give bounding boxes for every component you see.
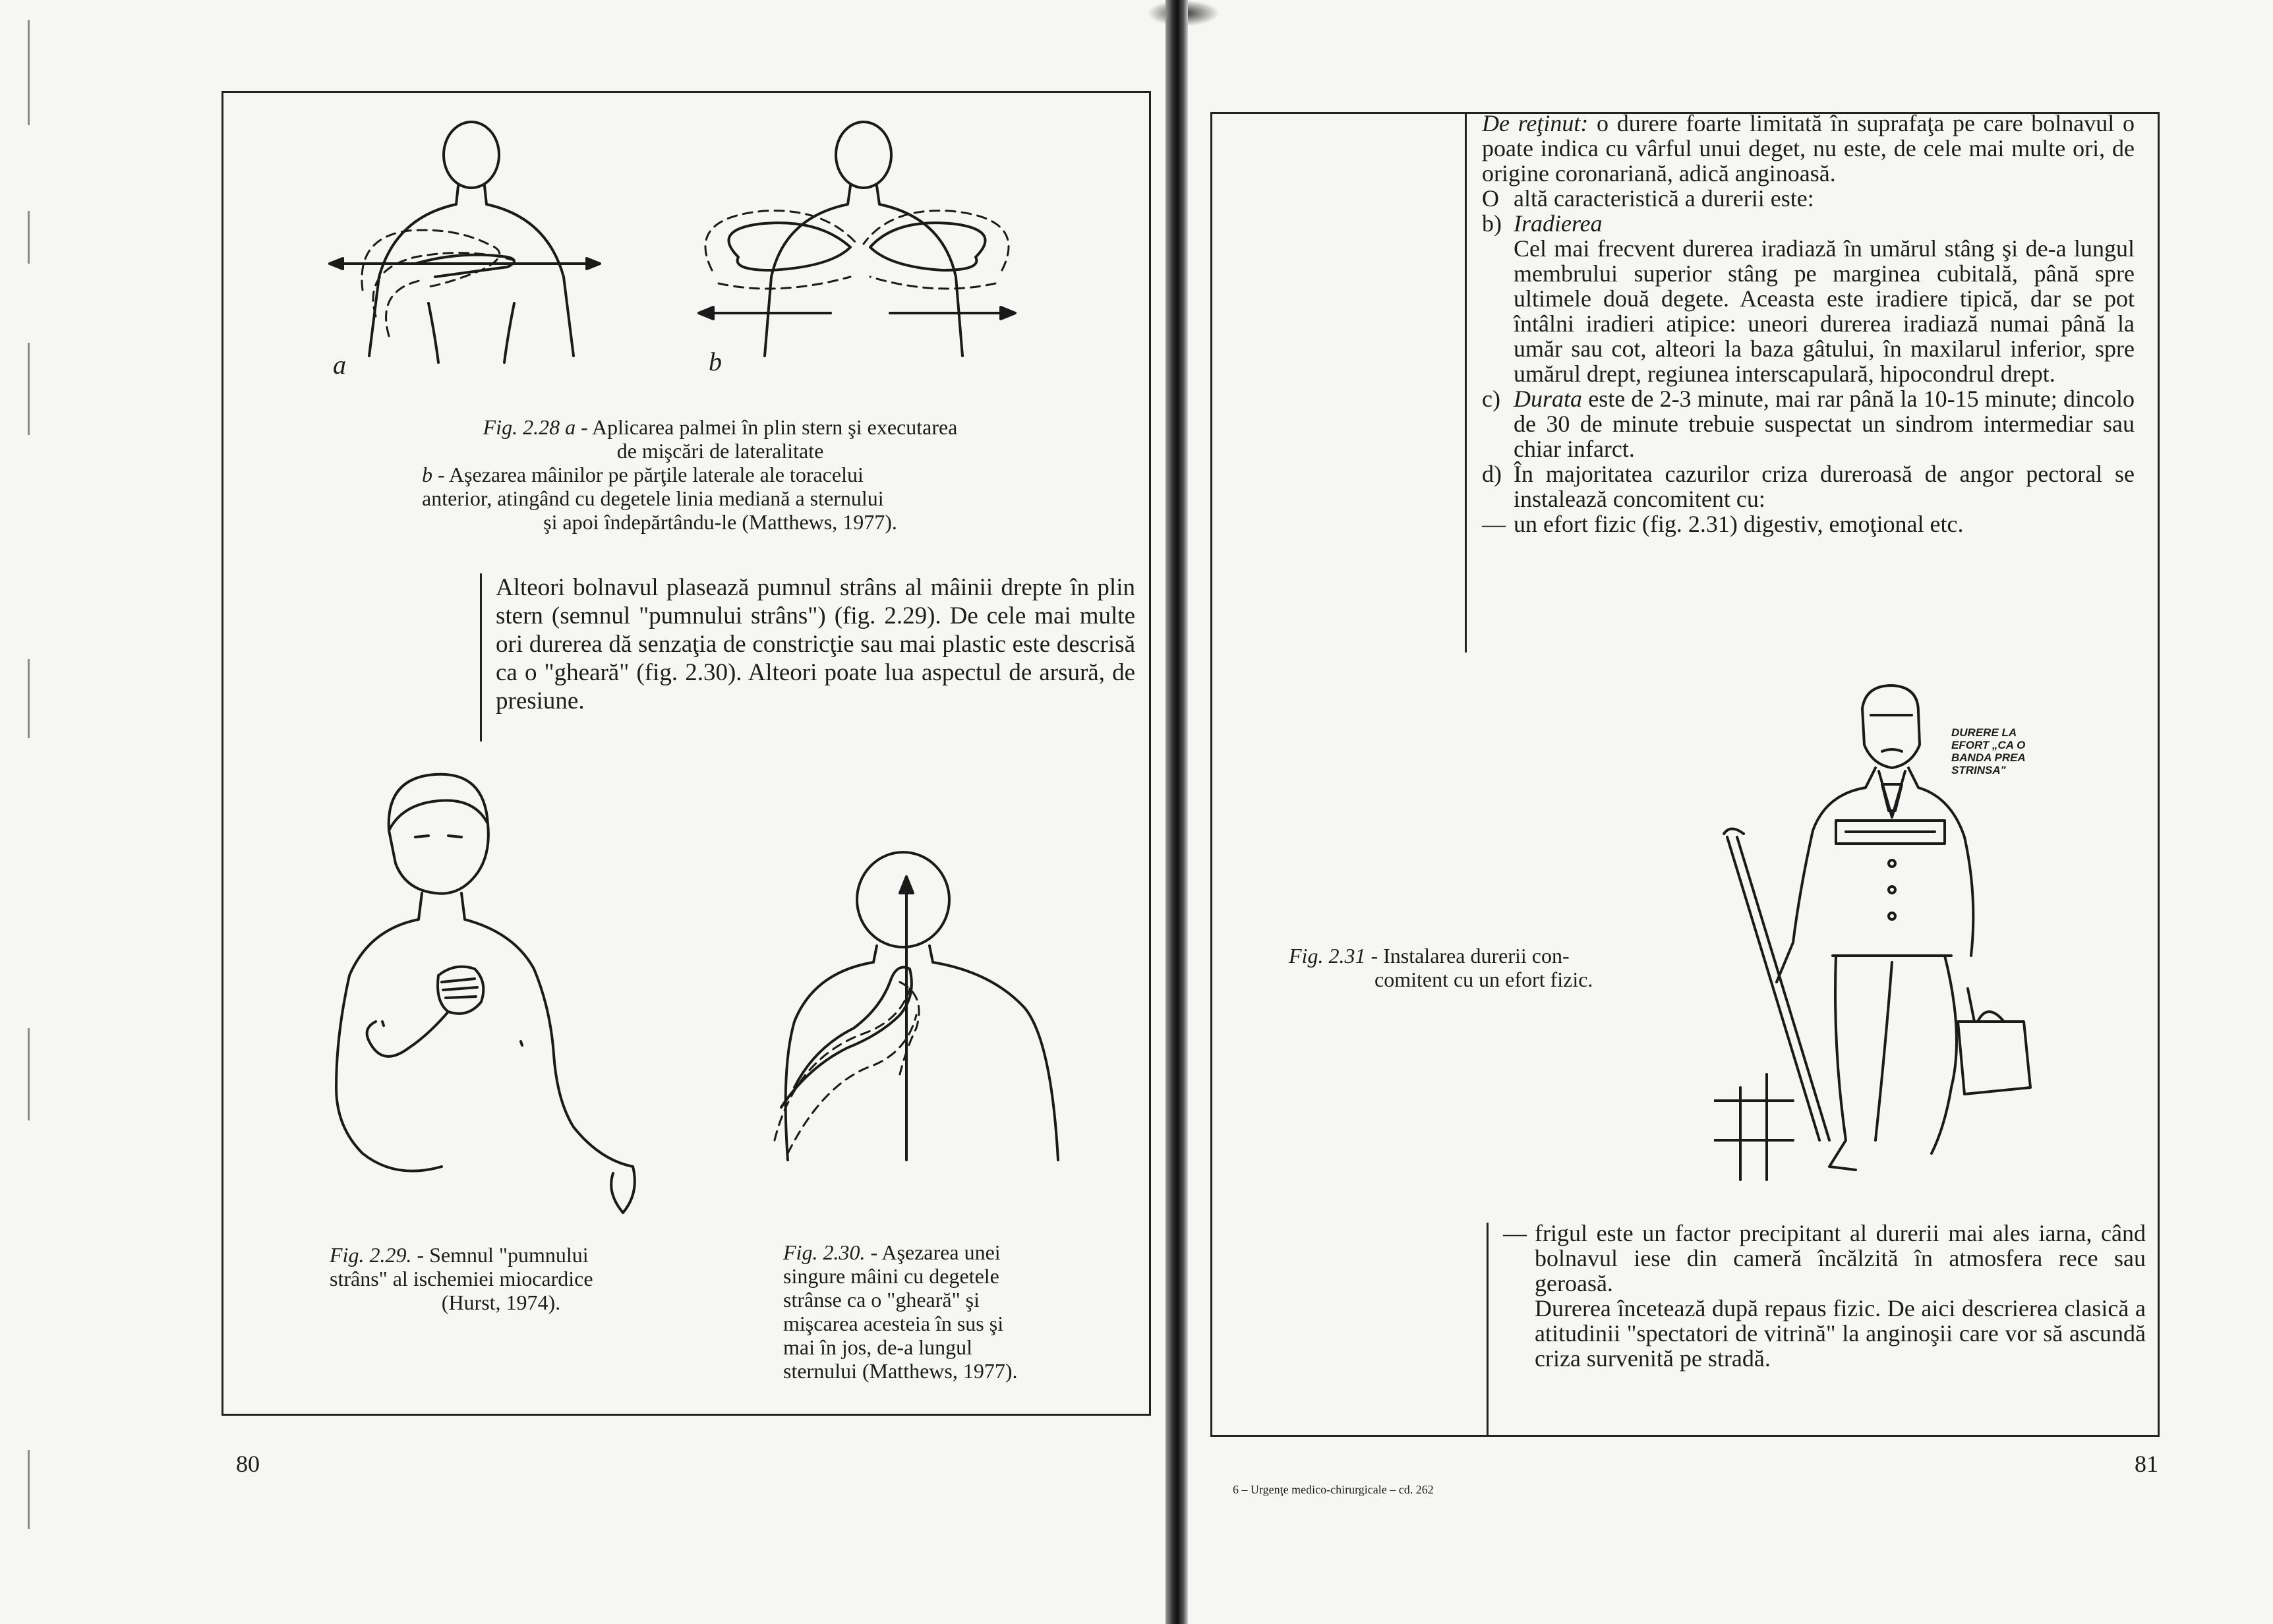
list-marker-c: c)	[1482, 386, 1500, 412]
list-marker-b: b)	[1482, 210, 1502, 237]
fig-2-29-number: Fig. 2.29.	[330, 1243, 412, 1267]
figure-2-28b-illustration	[672, 119, 1042, 376]
list-text-o: altă caracteristică a durerii este:	[1514, 185, 1814, 212]
fig-2-31-line2: comitent cu un efort fizic.	[1374, 968, 1593, 991]
list-item-o	[1482, 186, 2135, 211]
fig-2-29-line2: strâns" al ischemiei miocardice	[330, 1267, 593, 1290]
list-item-c	[1482, 386, 2135, 461]
list-marker-o: O	[1482, 185, 1499, 212]
fig-2-29-line3: (Hurst, 1974).	[441, 1290, 561, 1314]
fig-2-31-line1: - Instalarea durerii con-	[1371, 944, 1570, 968]
list-marker-dash-2: —	[1503, 1220, 1527, 1246]
caption-a-text-2: de mişcări de lateralitate	[616, 439, 824, 463]
figure-label-b: b	[709, 347, 722, 376]
caption-a-text: - Aplicarea palmei în plin stern şi executarea	[581, 415, 958, 439]
speech-bubble-line3: BANDA PREA	[1951, 751, 2026, 764]
page-number-left: 80	[236, 1451, 260, 1477]
fig-2-30-line2: singure mâini cu degetele	[783, 1264, 999, 1288]
speech-bubble-line1: DURERE LA	[1951, 726, 2017, 739]
right-body-text-top	[1482, 111, 2135, 536]
list-text-d: În majoritatea cazurilor criza dureroasă de angor pectoral se instalează concomitent cu:	[1514, 461, 2135, 512]
paragraph-margin-rule	[480, 573, 482, 741]
speech-bubble	[1951, 726, 2096, 776]
list-text-dash-2b: Durerea încetează după repaus fizic. De aici descrierea clasică a atitudinii "spectatori de vitrină" la anginoşii care vor să ascundă criza survenită pe stradă.	[1535, 1295, 2146, 1372]
caption-marker-a: a	[565, 415, 576, 439]
speech-bubble-line2: EFORT „CA O	[1951, 739, 2026, 751]
figure-2-30-caption	[783, 1240, 1073, 1383]
list-title-b: Iradierea	[1514, 210, 1603, 237]
list-item-d	[1482, 461, 2135, 511]
page-footer: 6 – Urgenţe medico-chirurgicale – cd. 262	[1233, 1483, 1434, 1496]
list-item-b	[1482, 211, 2135, 236]
caption-b-text: - Aşezarea mâinilor pe părţile laterale ale toracelui	[438, 463, 864, 486]
fig-2-31-number: Fig. 2.31	[1289, 944, 1366, 968]
list-text-c: este de 2-3 minute, mai rar până la 10-15 minute; dincolo de 30 de minute trebuie suspectat un sindrom intermediar sau chiar infarct.	[1514, 386, 2135, 462]
fig-2-30-line4: mişcarea acesteia în sus şi	[783, 1312, 1004, 1335]
note-text: o durere foarte limitată în suprafaţa pe care bolnavul o poate indica cu vârful unui deget, nu este, de cele mai multe ori, de origine coronariană, adică anginoasă.	[1482, 110, 2135, 187]
list-item-dash-1	[1482, 511, 2135, 536]
page-edge-marks	[28, 0, 32, 1624]
fig-2-30-line5: mai în jos, de-a lungul	[783, 1335, 973, 1359]
fig-2-30-line1: - Aşezarea unei	[870, 1240, 1001, 1264]
right-body-text-bottom	[1503, 1221, 2146, 1371]
list-marker-dash-1: —	[1482, 511, 1506, 537]
list-text-b: Cel mai frecvent durerea iradiază în umărul stâng şi de-a lungul membrului superior stâng pe marginea cubitală, până spre ultimele două degete. Aceasta este iradiere tipică, dar se pot întâlni iradieri atipice: uneori durerea iradiază numai până la umăr sau cot, alteori la baza gâtului, în maxilarul inferior, spre umărul drept, regiunea interscapulară, hipocondrul drept.	[1514, 235, 2135, 387]
speech-bubble-line4: STRINSA"	[1951, 764, 2006, 776]
fig-2-30-line3: strânse ca o "gheară" şi	[783, 1288, 980, 1312]
list-marker-d: d)	[1482, 461, 1502, 487]
figure-2-28a-illustration	[316, 119, 626, 376]
caption-marker-b: b	[422, 463, 432, 486]
caption-b-text-3: şi apoi îndepărtându-le (Matthews, 1977).	[543, 510, 897, 534]
note-label: De reţinut:	[1482, 110, 1589, 136]
page-number-right: 81	[2135, 1451, 2158, 1477]
list-text-dash-1: un efort fizic (fig. 2.31) digestiv, emoţional etc.	[1514, 511, 1964, 537]
fig-2-30-line6: sternului (Matthews, 1977).	[783, 1359, 1018, 1383]
caption-b-text-2: anterior, atingând cu degetele linia mediană a sternului	[422, 486, 884, 510]
figure-2-29-illustration	[323, 758, 666, 1226]
figure-2-30-illustration	[768, 850, 1098, 1180]
fig-2-29-line1: - Semnul "pumnului	[417, 1243, 589, 1267]
list-text-dash-2: frigul este un factor precipitant al durerii mai ales iarna, când bolnavul iese din cameră încălzită în atmosfera rece sau geroasă.	[1535, 1220, 2146, 1296]
right-text-margin-rule-top	[1465, 112, 1467, 652]
list-item-dash-2	[1503, 1221, 2146, 1296]
figure-2-28-caption	[422, 415, 1018, 534]
paragraph-text: Alteori bolnavul plasează pumnul strâns al mâinii drepte în plin stern (semnul "pumnului strâns") (fig. 2.29). De cele mai multe ori durerea dă senzaţia de constricţie sau mai plastic este descrisă ca o "gheară" (fig. 2.30). Alteori poate lua aspectul de arsură, de presiune.	[496, 574, 1135, 714]
book-spine	[1166, 0, 1188, 1624]
left-body-paragraph	[496, 573, 1135, 715]
fig-2-30-number: Fig. 2.30.	[783, 1240, 866, 1264]
figure-label-a: a	[333, 350, 346, 380]
figure-2-31-caption	[1289, 944, 1684, 991]
caption-fig-number: Fig. 2.28	[483, 415, 560, 439]
list-title-c: Durata	[1514, 386, 1583, 412]
figure-2-29-caption	[330, 1243, 672, 1314]
right-text-margin-rule-bottom	[1487, 1223, 1489, 1437]
